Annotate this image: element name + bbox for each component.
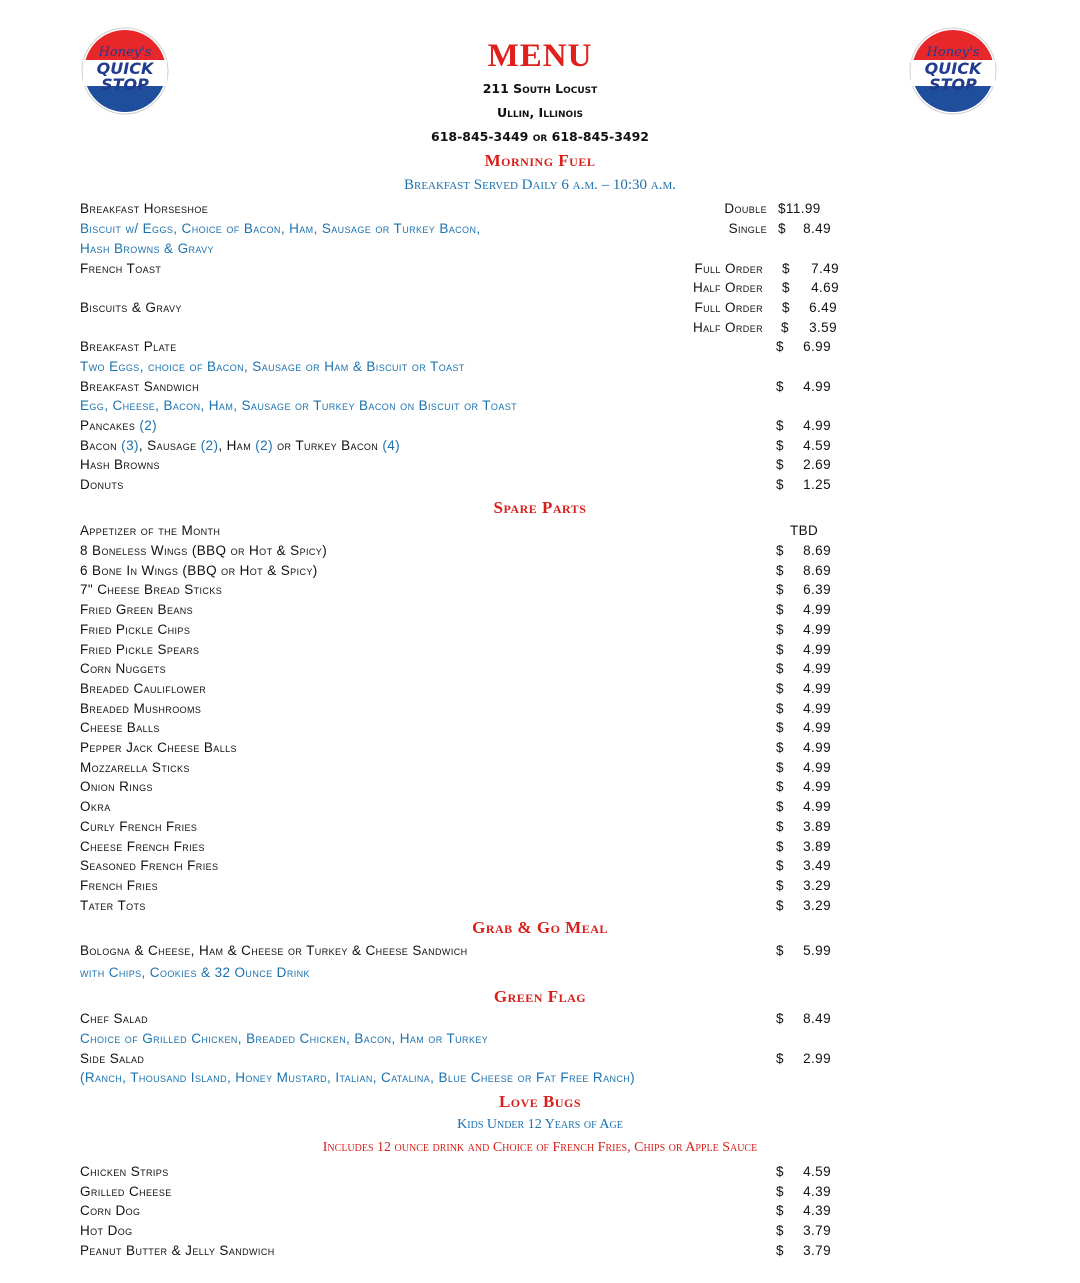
menu-item: [0, 898, 1080, 918]
item-price: 3.79: [803, 1223, 831, 1239]
item-name: Corn Dog: [80, 1203, 141, 1219]
dollar-sign: $: [782, 280, 790, 295]
section-heading-morning-fuel: Morning Fuel: [484, 151, 596, 170]
menu-item: [0, 300, 1080, 320]
menu-item: [0, 563, 1080, 583]
menu-item: [0, 839, 1080, 859]
menu-item: [0, 878, 1080, 898]
menu-item: [0, 582, 1080, 602]
meat-ham: , Ham: [218, 438, 252, 453]
menu-item: [0, 418, 1080, 438]
dollar-sign: $: [776, 438, 784, 453]
item-price: 8.69: [803, 543, 831, 558]
menu-item: [0, 661, 1080, 681]
dollar-sign: $: [776, 877, 784, 893]
menu-title: MENU: [487, 38, 593, 74]
dollar-sign: $: [776, 1183, 784, 1199]
dollar-sign: $: [776, 700, 784, 716]
menu-item: [0, 720, 1080, 740]
item-price: 3.29: [803, 877, 831, 893]
item-name: Fried Pickle Chips: [80, 621, 191, 637]
menu-item: [0, 477, 1080, 497]
item-price: 4.99: [803, 779, 831, 795]
item-price: 4.99: [803, 661, 831, 677]
item-name: Onion Rings: [80, 779, 153, 795]
dollar-sign: $: [776, 379, 784, 394]
menu-item: [0, 280, 1080, 300]
breakfast-hours: Breakfast Served Daily 6 a.m. – 10:30 a.m.: [403, 177, 677, 193]
dollar-sign: $: [776, 602, 784, 618]
menu-item: [0, 779, 1080, 799]
dollar-sign: $: [776, 1242, 784, 1258]
item-count: (3): [121, 438, 139, 453]
section-heading-spare-parts: Spare Parts: [493, 498, 587, 517]
item-price: 3.79: [803, 1242, 831, 1258]
item-name: 7" Cheese Bread Sticks: [80, 582, 223, 598]
dollar-sign: $: [776, 1051, 784, 1066]
menu-item: [0, 1243, 1080, 1263]
dollar-sign: $: [782, 300, 790, 315]
item-name: Side Salad: [80, 1051, 145, 1066]
item-name: Fried Green Beans: [80, 602, 194, 618]
meat-sausage: , Sausage: [138, 438, 197, 453]
phone-line: 618-845-3449 or 618-845-3492: [431, 129, 649, 144]
item-price: 4.99: [803, 379, 831, 394]
item-name: Donuts: [80, 477, 124, 492]
menu-item: [0, 858, 1080, 878]
item-price: 4.59: [803, 438, 831, 453]
menu-item: [0, 457, 1080, 477]
item-price: 3.89: [803, 838, 831, 854]
item-description: Biscuit w/ Eggs, Choice of Bacon, Ham, Sausage or Turkey Bacon,: [80, 221, 481, 236]
svg-text:QUICK: QUICK: [924, 59, 982, 78]
item-option: Full Order: [694, 300, 763, 315]
dollar-sign: $: [776, 799, 784, 815]
dollar-sign: $: [782, 261, 790, 276]
item-price: 1.25: [803, 477, 831, 492]
menu-item: [0, 320, 1080, 340]
item-name: Seasoned French Fries: [80, 858, 219, 874]
item-price: 4.99: [803, 602, 831, 618]
item-price: 8.49: [803, 1011, 831, 1026]
item-price: 3.59: [809, 320, 837, 335]
item-name: French Fries: [80, 877, 159, 893]
dollar-sign: $: [776, 759, 784, 775]
menu-item: [0, 1203, 1080, 1223]
item-name: Breakfast Plate: [80, 339, 177, 354]
menu-item: [0, 1011, 1080, 1031]
dollar-sign: $: [776, 740, 784, 755]
item-description: Hash Browns & Gravy: [80, 241, 214, 256]
item-price: 4.39: [803, 1183, 831, 1199]
item-price: 6.39: [803, 582, 831, 598]
item-name: Hash Browns: [80, 457, 160, 472]
item-name: Fried Pickle Spears: [80, 641, 200, 657]
item-price: 7.49: [811, 261, 839, 276]
menu-item: [0, 1184, 1080, 1204]
menu-item: [0, 622, 1080, 642]
item-name: French Toast: [80, 261, 162, 276]
dollar-sign: $: [776, 858, 784, 874]
menu-item: [0, 819, 1080, 839]
dollar-sign: $: [776, 720, 784, 736]
item-price: 6.99: [803, 339, 831, 354]
dollar-sign: $: [778, 221, 786, 236]
menu-item: [0, 221, 1080, 241]
svg-text:QUICK: QUICK: [96, 59, 154, 78]
item-name: 8 Boneless Wings (BBQ or Hot & Spicy): [80, 543, 328, 558]
menu-item: [0, 681, 1080, 701]
menu-item-desc: [0, 1031, 1080, 1051]
dollar-sign: $: [776, 418, 784, 433]
item-price: 5.99: [803, 943, 831, 958]
dollar-sign: $: [776, 457, 784, 472]
dollar-sign: $: [776, 897, 784, 913]
item-name: Okra: [80, 799, 111, 815]
item-price: 4.99: [803, 641, 831, 657]
item-price: 4.99: [803, 621, 831, 637]
menu-item: [0, 523, 1080, 543]
section-heading-love-bugs: Love Bugs: [498, 1092, 582, 1111]
menu-item: [0, 1164, 1080, 1184]
item-price: 4.99: [803, 680, 831, 696]
item-description: Choice of Grilled Chicken, Breaded Chicken, Bacon, Ham or Turkey: [80, 1031, 489, 1046]
item-option: Single: [728, 221, 767, 236]
menu-item: [0, 701, 1080, 721]
menu-item-desc: [0, 1070, 1080, 1090]
menu-item-desc: [0, 359, 1080, 379]
menu-item: [0, 543, 1080, 563]
dollar-sign: $: [776, 680, 784, 696]
item-count: (2): [255, 438, 273, 453]
dollar-sign: $: [776, 562, 784, 578]
item-name: Cheese French Fries: [80, 838, 205, 854]
menu-item: [0, 261, 1080, 281]
item-option: Double: [724, 201, 767, 216]
item-option: Full Order: [694, 261, 763, 276]
dollar-sign: $: [776, 1164, 784, 1179]
item-price: 4.99: [803, 418, 831, 433]
item-price: 8.49: [803, 221, 831, 236]
item-price: $11.99: [778, 201, 821, 216]
item-price: 4.99: [803, 700, 831, 716]
item-price: 6.49: [809, 300, 837, 315]
item-name: Breakfast Sandwich: [80, 379, 199, 394]
dollar-sign: $: [776, 543, 784, 558]
item-name: Appetizer of the Month: [80, 523, 221, 538]
dollar-sign: $: [776, 621, 784, 637]
item-option: Half Order: [692, 320, 763, 335]
kids-meal-note: Includes 12 ounce drink and Choice of French Fries, Chips or Apple Sauce: [322, 1140, 758, 1155]
item-price: 4.69: [811, 280, 839, 295]
item-price: 8.69: [803, 562, 831, 578]
dollar-sign: $: [776, 943, 784, 958]
section-heading-grab-and-go: Grab & Go Meal: [472, 918, 608, 937]
item-price: 2.99: [803, 1051, 831, 1066]
item-price: 4.99: [803, 740, 831, 755]
section-heading-green-flag: Green Flag: [493, 987, 587, 1006]
item-name: Tater Tots: [80, 897, 146, 913]
menu-item: [0, 642, 1080, 662]
item-name: Chicken Strips: [80, 1164, 169, 1179]
dollar-sign: $: [776, 838, 784, 854]
meat-turkey: or Turkey Bacon: [277, 438, 379, 453]
dollar-sign: $: [776, 1223, 784, 1239]
dollar-sign: $: [776, 477, 784, 492]
item-name: [80, 418, 157, 433]
item-price: TBD: [790, 523, 819, 538]
item-price: 4.99: [803, 720, 831, 736]
item-name-text: Pancakes: [80, 418, 136, 433]
item-price: 4.39: [803, 1203, 831, 1219]
item-price: 4.99: [803, 799, 831, 815]
dollar-sign: $: [776, 818, 784, 834]
item-name: Breaded Mushrooms: [80, 700, 202, 716]
item-price: 3.29: [803, 897, 831, 913]
dollar-sign: $: [776, 1011, 784, 1026]
item-name: [80, 438, 400, 453]
svg-text:Honey's: Honey's: [926, 45, 980, 60]
item-description: Two Eggs, choice of Bacon, Sausage or Ham & Biscuit or Toast: [80, 359, 465, 374]
menu-item: [0, 943, 1080, 963]
item-name: Grilled Cheese: [80, 1183, 172, 1199]
item-name: Bologna & Cheese, Ham & Cheese or Turkey & Cheese Sandwich: [80, 943, 468, 958]
item-price: 4.59: [803, 1164, 831, 1179]
meat-bacon: Bacon: [80, 438, 118, 453]
item-name: Biscuits & Gravy: [80, 300, 182, 315]
item-name: Breaded Cauliflower: [80, 680, 207, 696]
svg-text:STOP: STOP: [929, 75, 977, 94]
menu-item: [0, 1051, 1080, 1071]
item-price: 4.99: [803, 759, 831, 775]
dollar-sign: $: [776, 641, 784, 657]
item-count: (4): [382, 438, 401, 453]
item-name: Hot Dog: [80, 1223, 133, 1239]
menu-item-desc: [0, 965, 1080, 985]
item-description: with Chips, Cookies & 32 Ounce Drink: [80, 965, 310, 980]
item-description: Egg, Cheese, Bacon, Ham, Sausage or Turkey Bacon on Biscuit or Toast: [80, 398, 518, 413]
kids-age-note: Kids Under 12 Years of Age: [457, 1117, 623, 1132]
city-line: Ullin, Illinois: [496, 105, 584, 120]
item-name: Corn Nuggets: [80, 661, 167, 677]
dollar-sign: $: [781, 320, 789, 335]
menu-item-desc: [0, 241, 1080, 261]
item-name: Mozzarella Sticks: [80, 759, 190, 775]
item-name: Cheese Balls: [80, 720, 160, 736]
item-name: 6 Bone In Wings (BBQ or Hot & Spicy): [80, 562, 318, 578]
item-description: (Ranch, Thousand Island, Honey Mustard, Italian, Catalina, Blue Cheese or Fat Free Ranch): [80, 1070, 636, 1085]
address-line: 211 South Locust: [482, 81, 598, 96]
menu-item: [0, 760, 1080, 780]
dollar-sign: $: [776, 1203, 784, 1219]
menu-item: [0, 799, 1080, 819]
dollar-sign: $: [776, 339, 784, 354]
menu-item-desc: [0, 398, 1080, 418]
svg-text:Honey's: Honey's: [98, 45, 152, 60]
menu-item: [0, 379, 1080, 399]
dollar-sign: $: [776, 582, 784, 598]
item-name: Pepper Jack Cheese Balls: [80, 740, 237, 755]
menu-item: [0, 1223, 1080, 1243]
svg-text:STOP: STOP: [101, 75, 149, 94]
item-price: 3.89: [803, 818, 831, 834]
menu-item: [0, 201, 1080, 221]
menu-item: [0, 602, 1080, 622]
item-price: 2.69: [803, 457, 831, 472]
dollar-sign: $: [776, 661, 784, 677]
menu-item: [0, 339, 1080, 359]
menu-item: [0, 438, 1080, 458]
item-option: Half Order: [692, 280, 763, 295]
item-name: Curly French Fries: [80, 818, 198, 834]
item-count: (2): [139, 418, 158, 433]
item-count: (2): [200, 438, 219, 453]
menu-item: [0, 740, 1080, 760]
dollar-sign: $: [776, 779, 784, 795]
item-name: Peanut Butter & Jelly Sandwich: [80, 1242, 275, 1258]
item-name: Chef Salad: [80, 1011, 149, 1026]
item-price: 3.49: [803, 858, 831, 874]
item-name: Breakfast Horseshoe: [80, 201, 209, 216]
